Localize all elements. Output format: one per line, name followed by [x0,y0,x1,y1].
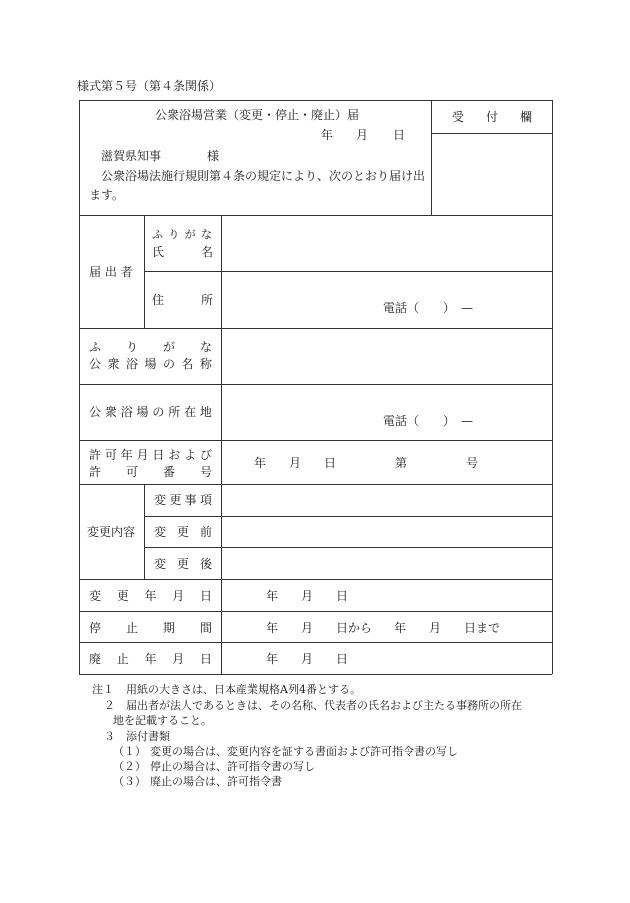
change-after-field[interactable] [222,548,551,578]
permit-day-label: 日 [324,456,337,470]
note-1-text: 用紙の大きさは、日本産業規格A列4番とする。 [126,683,361,696]
change-after-label: 変 更 後 [154,557,212,571]
suspension-end-month: 月 [429,621,442,635]
suspension-end-year: 年 [394,621,407,635]
abolition-date-label: 廃 止 年 月 日 [89,652,212,666]
change-before-label: 変 更 前 [154,525,212,539]
permit-number-prefix: 第 [395,456,408,470]
applicant-phone-label: 電話（ ） — [383,301,474,315]
note-2-number: ２ [104,699,115,712]
change-item-field[interactable] [222,485,551,515]
form-number: 様式第５号（第４条関係） [77,79,222,93]
permit-month-label: 月 [289,456,302,470]
date-month-label: 月 [356,128,369,142]
note-3-text: 添付書類 [126,730,170,743]
permit-number-label: 許 可 番 号 [89,465,212,479]
applicant-name-field[interactable] [222,216,551,270]
change-item-label: 変 更 事 項 [154,493,212,507]
statement-line-1: 公衆浴場法施行規則第４条の規定により、次のとおり届け出 [101,169,426,183]
facility-location-label: 公 衆 浴 場 の 所 在 地 [89,405,212,419]
facility-phone-label: 電話（ ） — [383,414,474,428]
change-date-year: 年 [266,589,279,603]
change-date-label: 変 更 年 月 日 [89,589,212,603]
facility-location-field[interactable] [222,385,551,439]
abolition-date-day: 日 [336,652,349,666]
change-before-field[interactable] [222,517,551,546]
suspension-end-day: 日まで [464,621,501,635]
addressee: 滋賀県知事 [101,149,162,163]
abolition-date-month: 月 [301,652,314,666]
suspension-period-label: 停 止 期 間 [89,621,212,635]
note-2-text-line-1: 届出者が法人であるときは、その名称、代表者の氏名および主たる事務所の所在 [126,699,522,712]
date-year-label: 年 [321,128,334,142]
change-date-month: 月 [301,589,314,603]
applicant-address-field[interactable] [222,272,551,327]
permit-number-suffix: 号 [466,456,479,470]
permit-date-label: 許 可 年 月 日 お よ び [89,448,212,462]
abolition-date-year: 年 [266,652,279,666]
applicant-label: 届 出 者 [89,265,133,279]
applicant-furigana-label: ふ り が な [152,228,212,241]
attachment-3-text: 廃止の場合は、許可指令書 [150,775,282,788]
note-2-text-line-2: 地を記載すること。 [113,714,212,727]
suspension-start-day: 日から [336,621,373,635]
attachment-2-number: （２） [113,760,146,773]
form-title: 公衆浴場営業（変更・停止・廃止）届 [155,108,360,122]
statement-line-2: ます。 [89,188,125,202]
attachment-1-text: 変更の場合は、変更内容を証する書面および許可指令書の写し [150,745,458,758]
applicant-address-label: 住 所 [152,293,213,307]
permit-year-label: 年 [254,456,267,470]
date-day-label: 日 [393,128,406,142]
facility-name-label: 公 衆 浴 場 の 名 称 [89,357,212,371]
change-date-day: 日 [336,589,349,603]
attachment-3-number: （３） [113,775,146,788]
attachment-2-text: 停止の場合は、許可指令書の写し [150,760,315,773]
receipt-label: 受 付 欄 [452,110,532,124]
receipt-area [432,134,551,214]
note-1-number: 注１ [92,683,114,696]
facility-name-field[interactable] [222,329,551,383]
applicant-name-label: 氏 名 [152,245,213,259]
note-3-number: ３ [104,730,115,743]
honorific: 様 [207,149,220,163]
permit-field[interactable] [222,441,551,483]
facility-furigana-label: ふ り が な [89,340,212,354]
suspension-start-year: 年 [266,621,279,635]
suspension-start-month: 月 [301,621,314,635]
change-contents-label: 変更内容 [87,525,136,539]
attachment-1-number: （１） [113,745,146,758]
